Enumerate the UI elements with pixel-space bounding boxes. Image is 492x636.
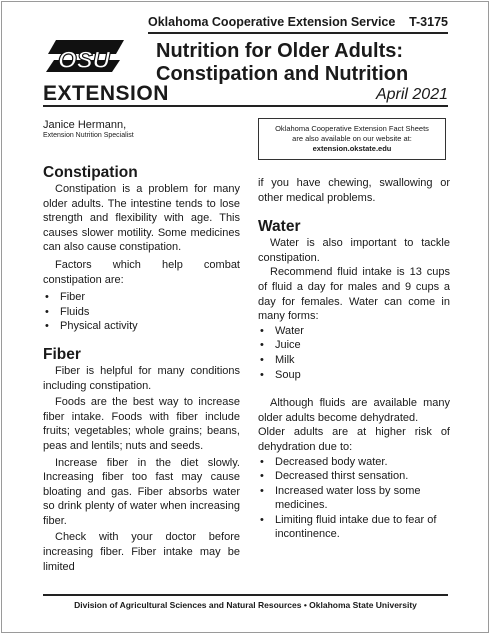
water-paragraph-1: Water is also important to tackle constipation. [258, 237, 450, 264]
water-forms-list [258, 324, 450, 382]
fiber-paragraph-3: Increase fiber in the diet slowly. Increasing fiber too fast may cause bloating and gas. Fiber absorbs water so drink plenty of water when increasing fiber. [43, 456, 240, 527]
list-item: • Water [258, 324, 450, 339]
factbox-url[interactable]: extension.okstate.edu [312, 144, 392, 153]
right-column [258, 176, 450, 542]
fiber-paragraph-2: Foods are the best way to increase fiber intake. Foods with fiber include fruits; vegetables; whole grains; beans, peas and lentils; nuts and seeds. [43, 396, 240, 452]
osu-logo-icon [44, 38, 126, 76]
list-item: • Decreased thirst sensation. [258, 469, 450, 484]
extension-wordmark: EXTENSION [43, 82, 169, 105]
water-paragraph-3: Although fluids are available many older adults become dehydrated. [258, 397, 450, 424]
author-role: Extension Nutrition Specialist [43, 132, 134, 139]
title-line-1: Nutrition for Older Adults: [156, 40, 404, 62]
logo-text: OSU [58, 47, 111, 74]
list-item: • Decreased body water. [258, 455, 450, 470]
dehydration-risk-list [258, 455, 450, 543]
page-title [156, 40, 408, 86]
list-item: • Soup [258, 368, 450, 383]
fact-sheet-box [258, 118, 446, 160]
publication-date: April 2021 [375, 86, 448, 103]
service-name: Oklahoma Cooperative Extension Service [148, 15, 396, 29]
header-rule [43, 105, 448, 107]
fiber-paragraph-1: Fiber is helpful for many conditions including constipation. [43, 364, 240, 392]
heading-constipation: Constipation [43, 164, 138, 181]
list-item: • Physical activity [43, 319, 240, 334]
list-item: • Juice [258, 338, 450, 353]
header-bar [148, 14, 448, 34]
list-item: • Fiber [43, 290, 240, 305]
author-name: Janice Hermann, [43, 119, 127, 131]
heading-fiber: Fiber [43, 345, 81, 363]
list-item: • Milk [258, 353, 450, 368]
footer: Division of Agricultural Sciences and Natural Resources • Oklahoma State University [43, 594, 448, 610]
title-line-2: Constipation and Nutrition [156, 63, 409, 85]
left-column [43, 163, 240, 574]
fiber-paragraph-4: Check with your doctor before increasing fiber. Fiber intake may be limited [43, 531, 240, 573]
list-item: • Increased water loss by some medicines. [258, 484, 450, 513]
water-paragraph-2: Recommend fluid intake is 13 cups of fluid a day for males and 9 cups a day for females. Water can come in many forms: [258, 266, 450, 323]
factbox-line-2: are also available on our website at: [292, 134, 412, 143]
heading-water: Water [258, 218, 301, 236]
fiber-paragraph-4-continued: if you have chewing, swallowing or other medical problems. [258, 177, 450, 204]
fact-sheet-code: T-3175 [409, 15, 448, 29]
list-item: • Limiting fluid intake due to fear of incontinence. [258, 513, 450, 542]
factbox-line-1: Oklahoma Cooperative Extension Fact Sheets [275, 124, 429, 133]
constipation-paragraph-2: Factors which help combat constipation are: [43, 258, 240, 286]
constipation-factors-list [43, 290, 240, 334]
list-item: • Fluids [43, 305, 240, 320]
constipation-paragraph-1: Constipation is a problem for many older adults. The intestine tends to lose strength and flexibility with age. This causes slower motility. Some medicines can also cause constipation. [43, 183, 240, 254]
water-paragraph-4: Older adults are at higher risk of dehydration due to: [258, 426, 450, 453]
